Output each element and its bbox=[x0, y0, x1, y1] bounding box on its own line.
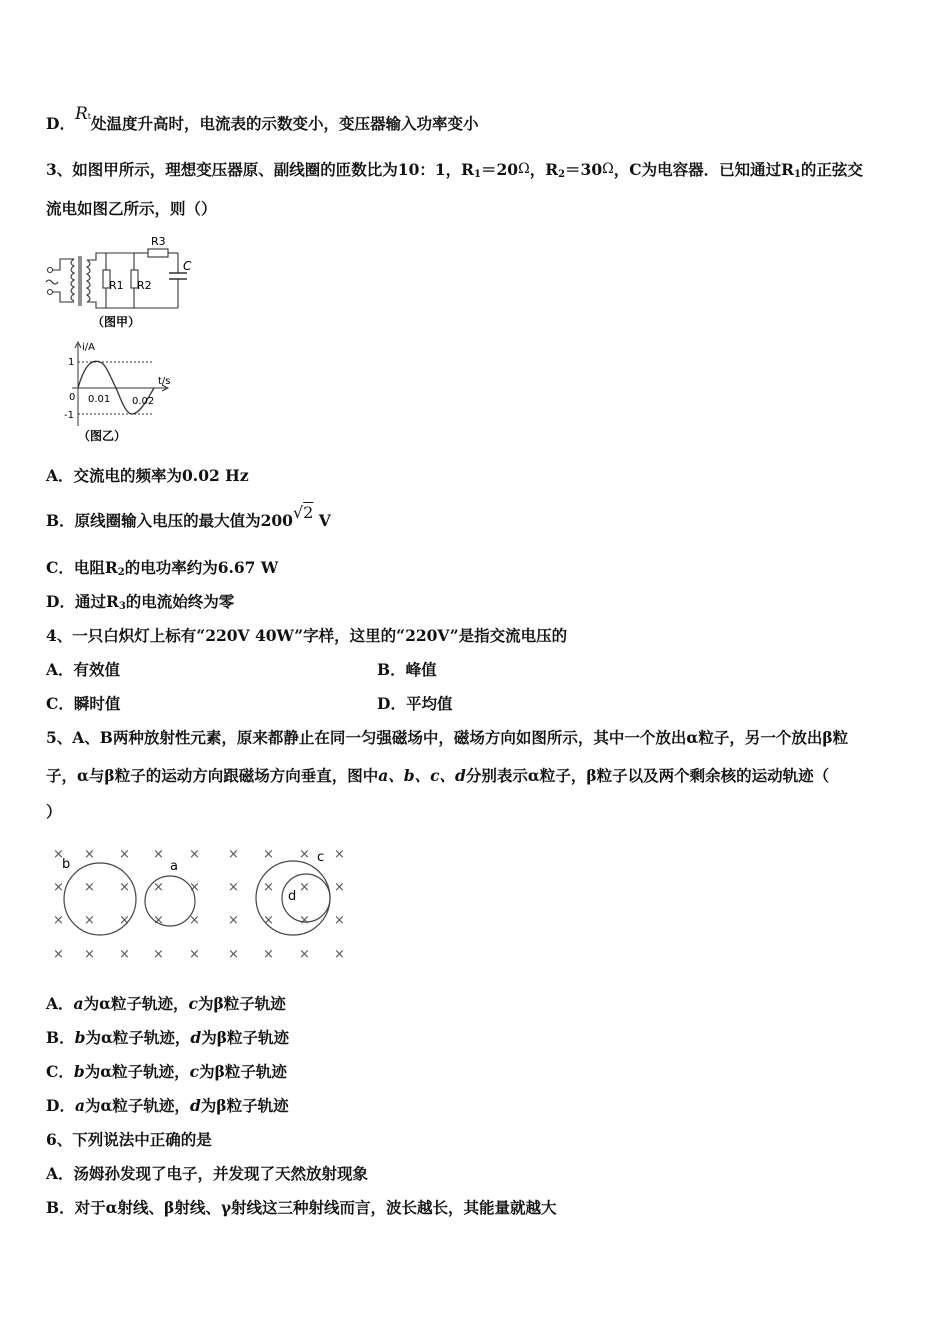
caption-fig2: （图乙） bbox=[78, 429, 127, 443]
label-x-axis: t/s bbox=[158, 376, 171, 387]
magnetic-field-figure bbox=[46, 836, 356, 960]
circuit-svg bbox=[44, 232, 204, 332]
field-x-mark: × bbox=[228, 847, 239, 862]
q3-option-c: C．电阻$R_2$的电功率约为6.67 W bbox=[46, 558, 279, 578]
ac-source-symbol bbox=[46, 280, 58, 284]
trajectory-letters: a、b、c、d bbox=[378, 766, 466, 785]
terminal-top bbox=[48, 268, 53, 273]
field-x-mark: × bbox=[84, 913, 95, 928]
field-x-mark: × bbox=[119, 880, 130, 895]
q5-option-b: B．b为α粒子轨迹，d为β粒子轨迹 bbox=[46, 1028, 290, 1047]
label-c: C bbox=[183, 259, 192, 273]
field-x-mark: × bbox=[228, 913, 239, 928]
field-x-mark: × bbox=[263, 880, 274, 895]
field-svg bbox=[46, 836, 356, 960]
field-x-mark: × bbox=[84, 847, 95, 862]
rt-symbol: Rt bbox=[74, 104, 91, 124]
track-a bbox=[145, 876, 195, 926]
field-x-mark: × bbox=[334, 847, 345, 862]
field-x-mark: × bbox=[189, 913, 200, 928]
q6-option-b: B．对于α射线、β射线、γ射线这三种射线而言，波长越长，其能量就越大 bbox=[46, 1198, 557, 1217]
field-x-mark: × bbox=[153, 913, 164, 928]
caption-fig1: （图甲） bbox=[92, 315, 141, 329]
q4-option-d: D．平均值 bbox=[377, 694, 453, 713]
field-x-mark: × bbox=[299, 913, 310, 928]
field-x-mark: × bbox=[334, 947, 345, 960]
label-y-neg: -1 bbox=[64, 410, 74, 421]
label-t2: 0.02 bbox=[132, 396, 155, 407]
sqrt-symbol: √2 bbox=[292, 503, 314, 522]
label-b: b bbox=[62, 857, 71, 872]
q5-stem-line3: ） bbox=[46, 802, 62, 821]
q4-stem: 4、一只白炽灯上标有“220V 40W”字样，这里的“220V”是指交流电压的 bbox=[46, 626, 568, 645]
label-d: d bbox=[288, 889, 297, 904]
field-x-mark: × bbox=[263, 913, 274, 928]
primary-coil bbox=[71, 259, 74, 301]
field-x-mark: × bbox=[263, 947, 274, 960]
field-x-mark: × bbox=[119, 947, 130, 960]
option-prefix: D． bbox=[46, 114, 75, 133]
option-text: 处温度升高时，电流表的示数变小，变压器输入功率变小 bbox=[90, 114, 479, 133]
resistor-r3 bbox=[148, 249, 168, 257]
field-x-mark: × bbox=[189, 847, 200, 862]
field-x-mark: × bbox=[53, 913, 64, 928]
field-x-mark: × bbox=[263, 847, 274, 862]
label-origin: 0 bbox=[69, 392, 76, 403]
field-x-mark: × bbox=[299, 880, 310, 895]
field-x-mark: × bbox=[228, 947, 239, 960]
field-x-mark: × bbox=[228, 880, 239, 895]
q4-option-c: C．瞬时值 bbox=[46, 694, 121, 713]
label-c: c bbox=[317, 850, 325, 865]
field-x-mark: × bbox=[153, 880, 164, 895]
circuit-diagram bbox=[44, 232, 204, 332]
q5-option-d: D．a为α粒子轨迹，d为β粒子轨迹 bbox=[46, 1096, 289, 1115]
q3-option-d: D．通过$R_3$的电流始终为零 bbox=[46, 592, 235, 612]
field-x-mark: × bbox=[299, 947, 310, 960]
ohm-symbol: Ω bbox=[602, 161, 614, 177]
label-t1: 0.01 bbox=[88, 394, 111, 405]
field-x-mark: × bbox=[189, 880, 200, 895]
label-r3: R3 bbox=[151, 235, 166, 248]
graph-svg bbox=[58, 338, 188, 448]
field-marks bbox=[53, 847, 345, 960]
q3-option-a: A．交流电的频率为0.02 Hz bbox=[46, 466, 249, 485]
label-a: a bbox=[170, 859, 178, 874]
label-y-pos: 1 bbox=[68, 357, 75, 368]
track-b bbox=[64, 863, 136, 935]
current-graph bbox=[58, 338, 188, 448]
field-x-mark: × bbox=[153, 847, 164, 862]
field-x-mark: × bbox=[84, 880, 95, 895]
field-x-mark: × bbox=[53, 847, 64, 862]
q6-option-a: A．汤姆孙发现了电子，并发现了天然放射现象 bbox=[46, 1164, 369, 1183]
q5-option-c: C．b为α粒子轨迹，c为β粒子轨迹 bbox=[46, 1062, 287, 1081]
q3-stem-line2: 流电如图乙所示，则（） bbox=[46, 199, 217, 218]
field-x-mark: × bbox=[119, 847, 130, 862]
q3-stem-line1: 3、如图甲所示，理想变压器原、副线圈的匝数比为10：1，$R_1=20\Omega$，$R_2=30\Omega$，C为电容器．已知通过$R_1$的正弦交 bbox=[46, 160, 863, 180]
label-r1: R1 bbox=[109, 279, 124, 292]
ohm-symbol: Ω bbox=[518, 161, 530, 177]
field-x-mark: × bbox=[334, 913, 345, 928]
field-x-mark: × bbox=[53, 880, 64, 895]
field-x-mark: × bbox=[84, 947, 95, 960]
terminal-bottom bbox=[48, 290, 53, 295]
field-x-mark: × bbox=[153, 947, 164, 960]
q4-option-a: A．有效值 bbox=[46, 660, 121, 679]
q4-option-b: B．峰值 bbox=[377, 660, 437, 679]
q5-stem-line1: 5、A、B两种放射性元素，原来都静止在同一匀强磁场中，磁场方向如图所示，其中一个放出α粒子，另一个放出β粒 bbox=[46, 728, 849, 747]
secondary-coil bbox=[87, 260, 90, 302]
label-r2: R2 bbox=[137, 279, 152, 292]
field-x-mark: × bbox=[189, 947, 200, 960]
field-x-mark: × bbox=[299, 847, 310, 862]
field-x-mark: × bbox=[53, 947, 64, 960]
q5-option-a: A．a为α粒子轨迹，c为β粒子轨迹 bbox=[46, 994, 286, 1013]
field-x-mark: × bbox=[119, 913, 130, 928]
q2-option-d bbox=[46, 104, 479, 137]
q6-stem: 6、下列说法中正确的是 bbox=[46, 1130, 212, 1149]
q5-stem-line2: 子，α与β粒子的运动方向跟磁场方向垂直，图中a、b、c、d分别表示α粒子，β粒子以及两个剩余核的运动轨迹（ bbox=[46, 766, 830, 785]
q3-option-b: B．原线圈输入电压的最大值为200√2 V bbox=[46, 503, 331, 530]
label-y-axis: i/A bbox=[82, 342, 95, 353]
field-x-mark: × bbox=[334, 880, 345, 895]
